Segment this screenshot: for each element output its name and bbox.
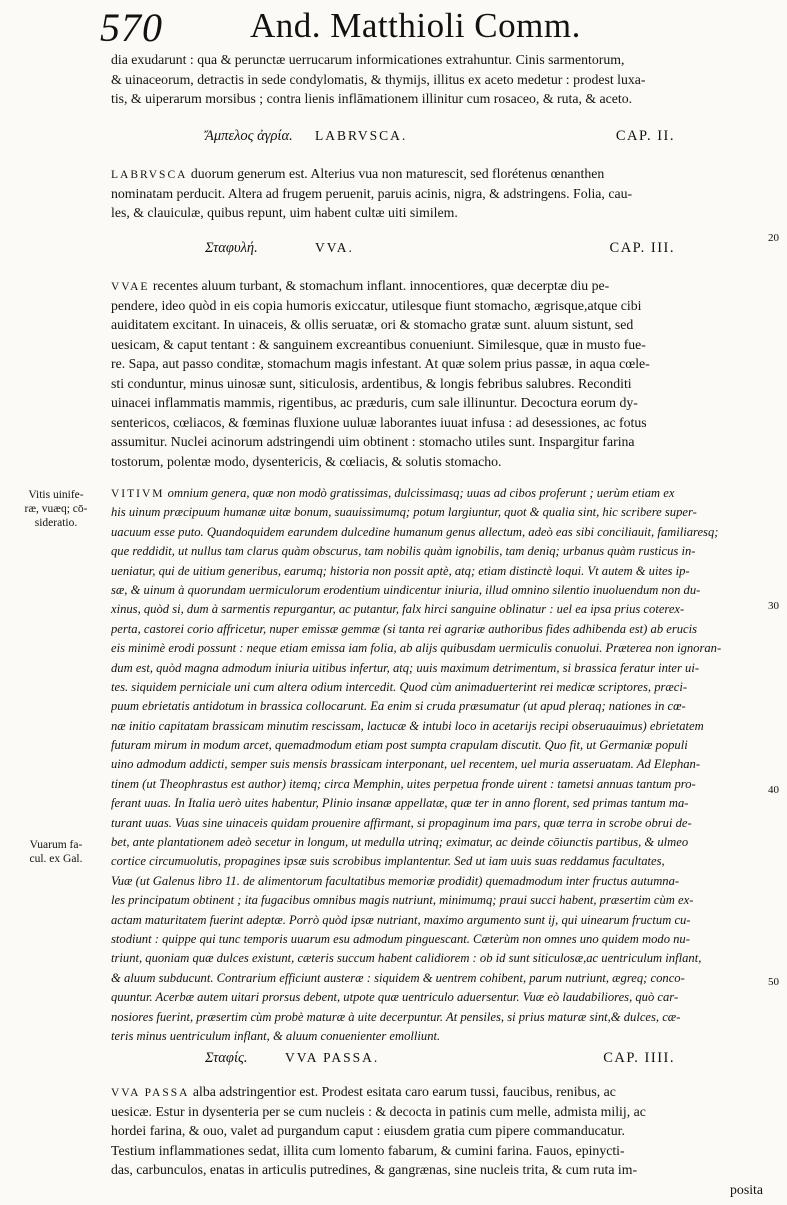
- chapter-number: CAP. IIII.: [603, 1050, 675, 1066]
- text-line: recentes aluum turbant, & stomachum inflant. innocentiores, quæ decerptæ diu pe-: [149, 278, 610, 293]
- text-line: uesicæ. Estur in dysenteria per se cum nucleis : & decocta in patinis cum melle, admista milij, ac: [111, 1103, 646, 1119]
- labrusca-paragraph: [111, 164, 763, 223]
- text-line: cortice circumuolutis, propagines ipsæ suis scrobibus implantentur. Sed ut iam uuis suas reddamus facultates,: [111, 854, 665, 869]
- line-number: 50: [768, 976, 779, 988]
- lead-word: VITIVM: [111, 488, 165, 500]
- text-line: uino admodum addicti, semper suis mensis brassicam interponant, uel recentem, uel muria asseruatam. Ad Elephan-: [111, 757, 701, 772]
- text-line: dia exudarunt : qua & perunctæ uerrucarum informicationes extrahuntur. Cinis sarmentorum,: [111, 52, 625, 67]
- text-line: puum ebrietatis antidotum in brassica collocarunt. Ea enim si cruda præsumatur (ut apud pleraq; nationes in cœ-: [111, 699, 686, 714]
- text-line: & aluum subducunt. Contrarium efficiunt austeræ : siquidem & uentrem cohibent, parum nutriunt, ægreq; conco-: [111, 970, 685, 985]
- text-line: uesicam, & caput tentant : & sanguinem excreantibus conueniunt. Similesque, quæ in musto fue-: [111, 336, 646, 352]
- chapter-number: CAP. III.: [609, 240, 675, 256]
- line-number: 40: [768, 784, 779, 796]
- vitium-paragraph: [111, 484, 763, 1046]
- text-line: sæ, & uinum à quorundam uermiculorum erodentium uindicentur iniuria, illud omnino silentio inuoluendum non du-: [111, 582, 701, 597]
- running-head: [100, 6, 760, 50]
- text-line: sentericos, cœliacos, & fœminas fluxione uuluæ laborantes iuuat infusa : ad desessiones, ac fotus: [111, 414, 647, 430]
- margin-note-vitis: Vitis uinife- ræ, vuæq; cō- sideratio.: [24, 489, 88, 529]
- text-line: tis, & uiperarum morsibus ; contra lienis inflāmationem illinitur cum rosaceo, & ruta, & aceto.: [111, 91, 633, 106]
- lead-word: LABRVSCA: [111, 169, 188, 181]
- line-number: 30: [768, 600, 779, 612]
- text-line: uinacei inflammatis mammis, rigentibus, ac præduris, cum sale illinuntur. Decoctura eorum dy-: [111, 395, 638, 410]
- text-line: eis minimè erodi possunt : neque etiam emissa iam folia, ab alijs quibusdam uermiculis conuolui. Præterea non ignoran-: [111, 641, 722, 656]
- chapter-heading-labrusca: [205, 128, 675, 150]
- chapter-heading-uva: [205, 240, 675, 262]
- text-line: auiditatem excitant. In uinaceis, & ollis seruatæ, ori & stomacho gratæ sunt. aluum sistunt, sed: [111, 317, 634, 332]
- chapter-greek-title: Σταφίς.: [205, 1050, 248, 1066]
- text-line: uacuum esse puto. Quandoquidem earundem dulcedine humanum genus allectum, adeò eas sibi conciliauit, familiaresq;: [111, 524, 719, 539]
- chapter-number: CAP. II.: [615, 128, 675, 144]
- text-line: nominatam perducit. Altera ad frugem peruenit, paruis acinis, nigra, & adstringens. Folia, cau-: [111, 185, 633, 201]
- running-title: And. Matthioli Comm.: [250, 6, 581, 45]
- lead-word: VVA PASSA: [111, 1087, 190, 1099]
- text-line: triunt, quoniam quæ dulces existunt, cæteris succum habent calidiorem : ob id sunt siticulosæ,ac uentriculum inflant,: [111, 951, 702, 966]
- chapter-latin-title: LABRVSCA.: [315, 128, 408, 143]
- lead-word: VVAE: [111, 281, 150, 293]
- text-line: xinus, quòd si, dum à sarmentis repurgantur, ac putantur, falx hirci sanguine oblinatur : uel ea ipsa prius coterex-: [111, 602, 685, 617]
- chapter-greek-title: Ἄμπελος ἀγρία.: [205, 128, 293, 144]
- uva-paragraph: [111, 276, 763, 471]
- text-line: quuntur. Acerbæ autem uitari prorsus debent, utpote quæ uentriculo aduersentur. Vuæ eò laudabiliores, quò car-: [111, 990, 679, 1005]
- text-line: sti conduntur, minus uinosæ sunt, siticulosis, ardentibus, & longis febribus salubres. Reconditi: [111, 375, 632, 391]
- text-line: næ initio capitatam brassicam minutim rescissam, lactucæ & intubi loco in acetarijs recipi obseruauimus) ebrietatem: [111, 718, 704, 733]
- text-line: ueniatur, qui de uitium generibus, earumq; historia non possit aptè, atq; etiam distinctè loqui. Vt autem & uites ip-: [111, 563, 690, 578]
- text-line: nosiores fuerint, præsertim cùm probè maturæ à uite decerpuntur. At pensiles, si prius maturæ sint,& dulces, cæ-: [111, 1009, 681, 1024]
- line-number: 20: [768, 232, 779, 244]
- uva-passa-paragraph: [111, 1082, 763, 1199]
- text-line: tinem (ut Theophrastus est author) itemq; circa Memphin, uites perpetua fronde uirent : tametsi annuas tantum pro-: [111, 776, 696, 791]
- text-line: ferant uuas. In Italia uerò uites habentur, Plinio insanæ appellatæ, quæ ter in anno florent, sed primas tantum ma-: [111, 796, 689, 811]
- text-line: das, carbunculos, enatas in articulis putredines, & gangrænas, sine nucleis trita, & cum ruta im-: [111, 1162, 638, 1177]
- text-line: les principatum obtinent ; ita fugacibus omnibus magis nutriunt, minimumq; praui succi habent, præsertim cùm ex-: [111, 893, 694, 908]
- text-line: dum est, quòd magna admodum iniuria uitibus infertur, atq; uuis maximum detrimentum, si brassica feratur inter ui-: [111, 660, 700, 675]
- text-line: pendere, ideo quòd in eis copia humoris exiccatur, utilesque fiunt stomacho, ægrisque,atque cibi: [111, 297, 642, 313]
- text-line: hordei farina, & ouo, valet ad purgandum caput : eiusdem gratia cum pipere commanducatur.: [111, 1123, 625, 1138]
- text-line: tes. siquidem perniciale uni cum altera odium intercedit. Quod cùm animaduerterint rei medicæ scriptores, præci-: [111, 679, 688, 694]
- text-line: duorum generum est. Alterius vua non maturescit, sed florétenus œnanthen: [187, 166, 605, 181]
- text-line: tostorum, polentæ modo, dysentericis, & cœliacis, & solutis stomacho.: [111, 453, 502, 469]
- text-line: alba adstringentior est. Prodest esitata caro earum tussi, faucibus, renibus, ac: [189, 1084, 616, 1099]
- text-line: futuram mirum in modum arcet, quemadmodum etiam post sumpta crapulam discutit. Quo fit, ut Germaniæ populi: [111, 738, 688, 753]
- text-line: Vuæ (ut Galenus libro 11. de alimentorum facultatibus memoriæ prodidit) quemadmodum inter fructus autumna-: [111, 873, 680, 888]
- page-number: 570: [100, 5, 163, 50]
- text-line: omnium genera, quæ non modò gratissimas, dulcissimasq; uuas ad cibos proferunt ; uerùm etiam ex: [164, 486, 675, 500]
- text-line: perta, castorei corio affricetur, nuper emissæ gemmæ (si tanta rei agrariæ authoribus fides adhibenda est) ab erucis: [111, 621, 698, 636]
- catchword: posita: [730, 1181, 763, 1197]
- top-paragraph: [111, 50, 763, 109]
- text-line: teris minus uentriculum inflant, & aluum conuenienter emolliunt.: [111, 1028, 441, 1043]
- chapter-greek-title: Σταφυλή.: [205, 240, 258, 256]
- chapter-latin-title: VVA PASSA.: [285, 1050, 380, 1065]
- text-line: les, & clauiculæ, quibus repunt, uim habent cultæ uiti similem.: [111, 205, 458, 220]
- text-line: stodiunt : quippe qui tunc temporis uuarum esu admodum pinguescant. Cæterùm non omnes uno quidem modo nu-: [111, 931, 690, 946]
- text-line: que reddidit, ut nullus tam clarus quàm obscurus, tam nobilis quàm ignobilis, tam deniq; urbanus quàm rusticus in-: [111, 544, 696, 559]
- chapter-heading-uva-passa: [205, 1050, 675, 1072]
- text-line: Testium inflammationes sedat, illita cum lomento fabarum, & cumini farina. Fauos, epinycti-: [111, 1142, 625, 1158]
- text-line: turant uuas. Vuas sine uinaceis quidam prouenire affirmant, si propaginum ima pars, quæ terra in scrobe obrui de-: [111, 815, 692, 830]
- text-line: re. Sapa, aut passo conditæ, stomachum magis infestant. At quæ solem prius passæ, in aqua cœle-: [111, 356, 650, 371]
- text-line: actam maturitatem fuerint adeptæ. Porrò quòd ipsæ nutriant, maximo argumento sunt ij, qui uinearum fructum cu-: [111, 912, 691, 927]
- text-line: his uinum præcipuum humanæ uitæ bonum, suauissimumq; potum largiuntur, quot & qualia sint, hic scribere super-: [111, 505, 697, 520]
- chapter-latin-title: VVA.: [315, 240, 354, 255]
- text-line: bet, ante plantationem adeò secetur in longum, ut medulla utrinq; eximatur, ac deinde cōiunctis partibus, & ulmeo: [111, 835, 689, 850]
- text-line: assumitur. Nuclei acinorum adstringendi uim obtinent : stomacho utiles sunt. Inspargitur farina: [111, 434, 635, 449]
- margin-note-vuarum: Vuarum fa- cul. ex Gal.: [29, 839, 83, 865]
- text-line: & uinaceorum, detractis in sede condylomatis, & thymijs, illitus ex aceto medetur : prodest luxa-: [111, 71, 646, 87]
